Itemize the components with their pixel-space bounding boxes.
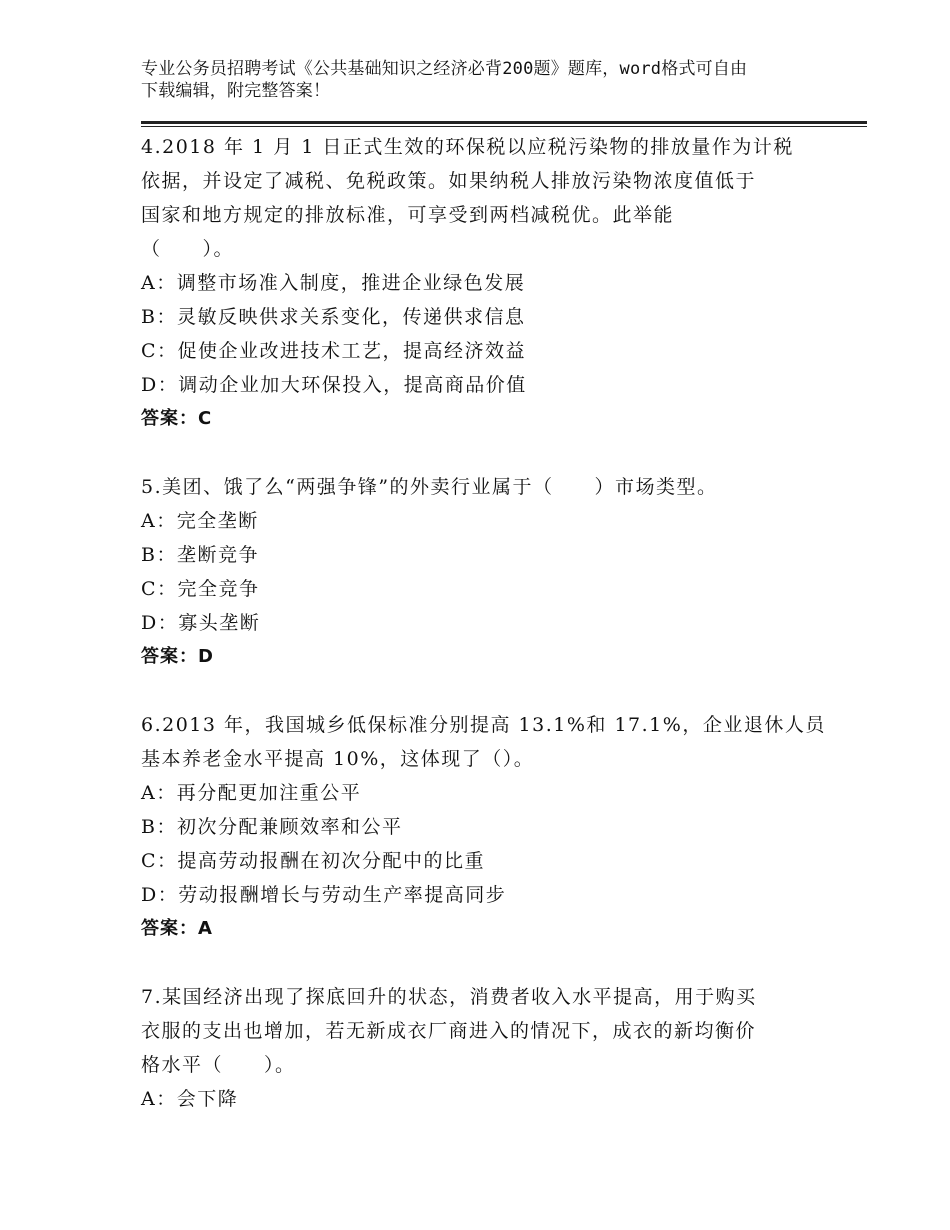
option-b: B：垄断竞争 [141, 544, 259, 566]
option-b: B：初次分配兼顾效率和公平 [141, 816, 403, 838]
header-rule-thin [141, 126, 867, 127]
header-line-1: 专业公务员招聘考试《公共基础知识之经济必背200题》题库，word格式可自由 [141, 59, 748, 79]
option-a: A：会下降 [141, 1088, 239, 1110]
header-rule-thick [141, 121, 867, 124]
stem-line: 格水平（ ）。 [141, 1054, 296, 1076]
question-stem [141, 708, 841, 776]
document-header [141, 58, 821, 102]
stem-line: 衣服的支出也增加，若无新成衣厂商进入的情况下，成衣的新均衡价 [141, 1020, 757, 1042]
question-spacer [141, 674, 841, 708]
option-a: A：调整市场准入制度，推进企业绿色发展 [141, 272, 526, 294]
question-stem [141, 470, 841, 504]
question-stem [141, 980, 841, 1082]
option-a: A：完全垄断 [141, 510, 259, 532]
stem-line: 依据，并设定了减税、免税政策。如果纳税人排放污染物浓度值低于 [141, 170, 757, 192]
question-4 [141, 130, 841, 436]
stem-line: 4.2018 年 1 月 1 日正式生效的环保税以应税污染物的排放量作为计税 [141, 136, 794, 158]
answer-label: 答案：D [141, 646, 214, 667]
answer-label: 答案：A [141, 918, 213, 939]
option-c: C：提高劳动报酬在初次分配中的比重 [141, 850, 486, 872]
stem-line: （ ）。 [141, 238, 235, 260]
option-d: D：劳动报酬增长与劳动生产率提高同步 [141, 884, 507, 906]
option-d: D：寡头垄断 [141, 612, 261, 634]
option-d: D：调动企业加大环保投入，提高商品价值 [141, 374, 527, 396]
question-spacer [141, 946, 841, 980]
question-stem [141, 130, 841, 266]
stem-line: 5.美团、饿了么“两强争锋”的外卖行业属于（ ）市场类型。 [141, 476, 718, 498]
option-c: C：完全竞争 [141, 578, 260, 600]
question-spacer [141, 436, 841, 470]
option-a: A：再分配更加注重公平 [141, 782, 362, 804]
stem-line: 7.某国经济出现了探底回升的状态，消费者收入水平提高，用于购买 [141, 986, 757, 1008]
stem-line: 基本养老金水平提高 10%，这体现了（）。 [141, 748, 535, 770]
question-5 [141, 470, 841, 674]
answer-label: 答案：C [141, 408, 213, 429]
header-line-2: 下载编辑，附完整答案！ [141, 81, 331, 101]
question-6 [141, 708, 841, 946]
stem-line: 6.2013 年，我国城乡低保标准分别提高 13.1%和 17.1%，企业退休人员 [141, 714, 826, 736]
option-b: B：灵敏反映供求关系变化，传递供求信息 [141, 306, 526, 328]
stem-line: 国家和地方规定的排放标准，可享受到两档减税优。此举能 [141, 204, 675, 226]
question-list [141, 130, 841, 1116]
option-c: C：促使企业改进技术工艺，提高经济效益 [141, 340, 527, 362]
question-7 [141, 980, 841, 1116]
